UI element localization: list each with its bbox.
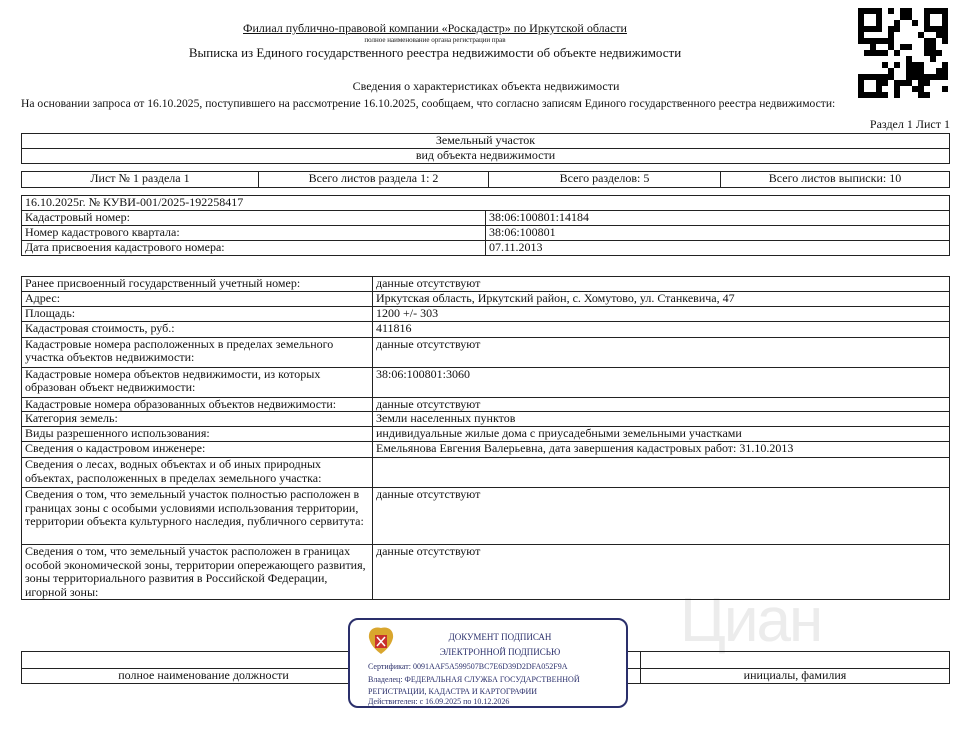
table-row [22, 397, 950, 412]
table-row [22, 321, 950, 337]
main-info-table [21, 195, 950, 256]
table-row [22, 545, 950, 600]
record-id: 16.10.2025г. № КУВИ-001/2025-192258417 [22, 196, 950, 211]
row-value: Иркутская область, Иркутский район, с. Хомутово, ул. Станкевича, 47 [373, 291, 950, 306]
table-row [22, 225, 950, 240]
row-value: данные отсутствуют [373, 337, 950, 367]
row-label: Дата присвоения кадастрового номера: [22, 240, 486, 255]
stamp-owner: Владелец: ФЕДЕРАЛЬНАЯ СЛУЖБА ГОСУДАРСТВЕННОЙ [368, 675, 580, 684]
intro-text: На основании запроса от 16.10.2025, поступившего на рассмотрение 16.10.2025, сообщаем, что согласно записям Единого государственного реестра недвижимости: [21, 97, 836, 110]
row-value: 411816 [373, 321, 950, 337]
table-row [22, 458, 950, 488]
name-caption: инициалы, фамилия [641, 669, 950, 684]
row-value: 1200 +/- 303 [373, 306, 950, 321]
sheet-number: Лист № 1 раздела 1 [22, 172, 259, 188]
stamp-owner-cont: РЕГИСТРАЦИИ, КАДАСТРА И КАРТОГРАФИИ [368, 687, 538, 696]
object-type: Земельный участок [22, 134, 950, 149]
row-label: Сведения о том, что земельный участок расположен в границах особой экономической зоны, территории опережающего развития, зоны территориального развития в Российской Федерации, игорной зоны: [22, 545, 373, 600]
row-label: Сведения о кадастровом инженере: [22, 442, 373, 458]
table-row [22, 306, 950, 321]
qr-code [858, 8, 948, 98]
doc-title: Выписка из Единого государственного реестра недвижимости об объекте недвижимости [188, 45, 682, 60]
org-caption: полное наименование органа регистрации прав [364, 36, 506, 44]
sections-total: Всего разделов: 5 [489, 172, 721, 188]
doc-subtitle: Сведения о характеристиках объекта недвижимости [352, 79, 620, 93]
table-row [22, 367, 950, 397]
table-row [22, 337, 950, 367]
watermark: Циан [680, 586, 822, 655]
row-label: Адрес: [22, 291, 373, 306]
row-value: данные отсутствуют [373, 545, 950, 600]
extract-sheets-total: Всего листов выписки: 10 [721, 172, 950, 188]
table-row [22, 488, 950, 545]
object-type-caption: вид объекта недвижимости [22, 149, 950, 164]
row-value: 38:06:100801 [486, 225, 950, 240]
row-value: индивидуальные жилые дома с приусадебными земельными участками [373, 427, 950, 442]
details-table [21, 276, 950, 600]
table-row [22, 240, 950, 255]
table-row [22, 442, 950, 458]
stamp-certificate: Сертификат: 0091AAF5A599507BC7E6D39D2DFA052F9A [368, 662, 568, 671]
stamp-validity: Действителен: с 16.09.2025 по 10.12.2026 [368, 697, 510, 706]
row-value: данные отсутствуют [373, 488, 950, 545]
row-value: данные отсутствуют [373, 397, 950, 412]
row-label: Номер кадастрового квартала: [22, 225, 486, 240]
row-value: 38:06:100801:3060 [373, 367, 950, 397]
stamp-line1: ДОКУМЕНТ ПОДПИСАН [448, 632, 552, 642]
sheet-info-table [21, 171, 950, 188]
row-label: Кадастровые номера объектов недвижимости, из которых образован объект недвижимости: [22, 367, 373, 397]
object-type-table [21, 133, 950, 164]
row-label: Виды разрешенного использования: [22, 427, 373, 442]
electronic-signature-stamp [348, 618, 628, 708]
table-row [22, 427, 950, 442]
row-value: данные отсутствуют [373, 277, 950, 292]
table-row [22, 291, 950, 306]
org-name: Филиал публично-правовой компании «Роскадастр» по Иркутской области [243, 21, 627, 35]
row-label: Кадастровые номера образованных объектов недвижимости: [22, 397, 373, 412]
section-sheet: Раздел 1 Лист 1 [869, 117, 950, 131]
row-value: 07.11.2013 [486, 240, 950, 255]
table-row [22, 412, 950, 427]
row-value [373, 458, 950, 488]
row-value: 38:06:100801:14184 [486, 211, 950, 226]
row-label: Сведения о лесах, водных объектах и об иных природных объектах, расположенных в пределах земельного участка: [22, 458, 373, 488]
table-row [22, 277, 950, 292]
table-row [22, 211, 950, 226]
row-label: Кадастровые номера расположенных в пределах земельного участка объектов недвижимости: [22, 337, 373, 367]
row-value: Емельянова Евгения Валерьевна, дата завершения кадастровых работ: 31.10.2013 [373, 442, 950, 458]
row-value: Земли населенных пунктов [373, 412, 950, 427]
row-label: Площадь: [22, 306, 373, 321]
row-label: Ранее присвоенный государственный учетный номер: [22, 277, 373, 292]
position-caption: полное наименование должности [22, 669, 386, 684]
row-label: Кадастровый номер: [22, 211, 486, 226]
row-label: Сведения о том, что земельный участок полностью расположен в границах зоны с особыми условиями использования территории, территории объекта культурного наследия, публичного сервитута: [22, 488, 373, 545]
section-sheets-total: Всего листов раздела 1: 2 [259, 172, 489, 188]
stamp-line2: ЭЛЕКТРОННОЙ ПОДПИСЬЮ [439, 647, 561, 657]
row-label: Категория земель: [22, 412, 373, 427]
row-label: Кадастровая стоимость, руб.: [22, 321, 373, 337]
